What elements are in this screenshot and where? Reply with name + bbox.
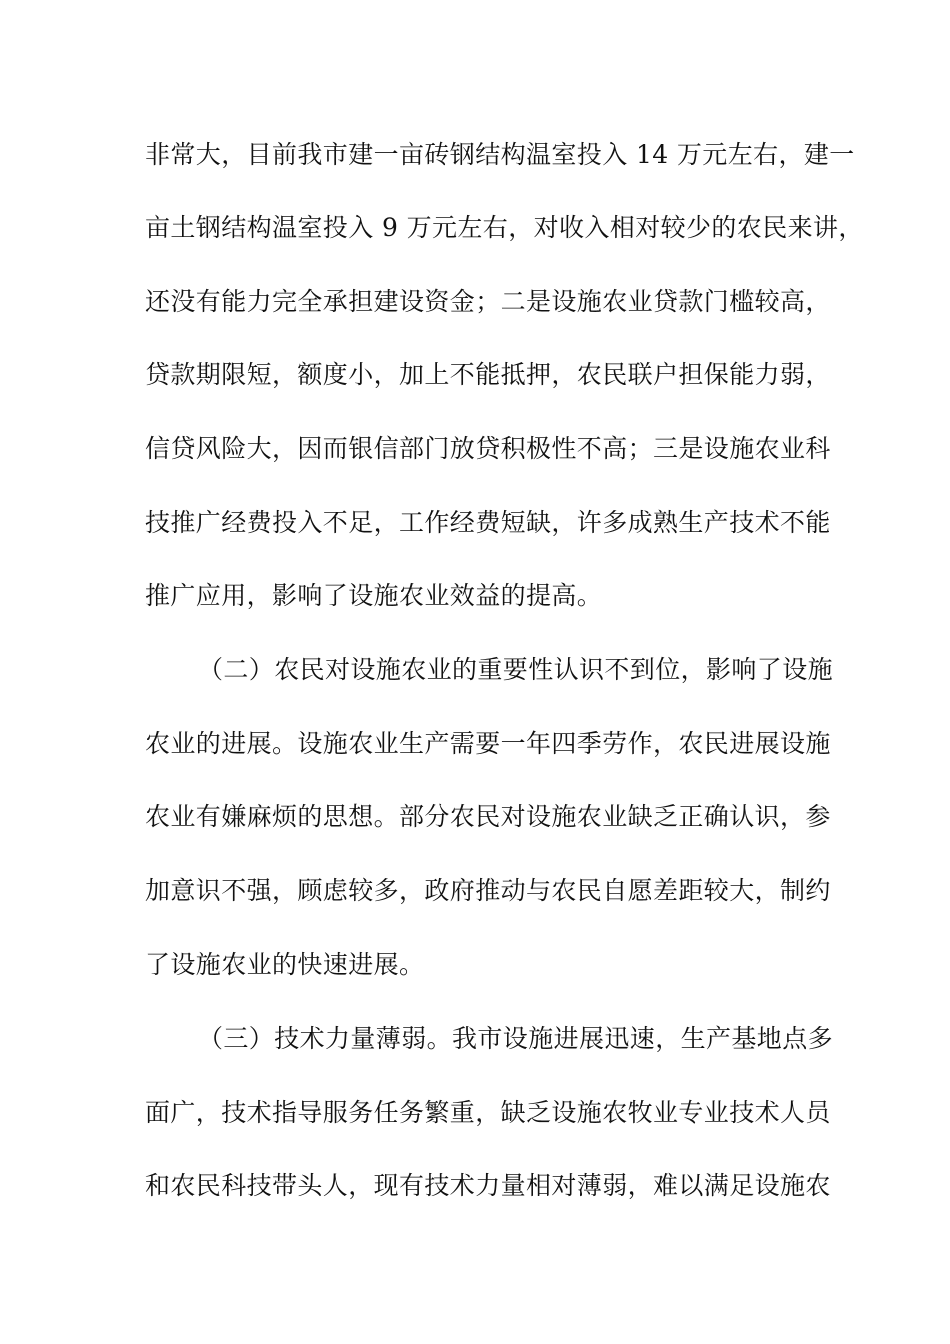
text-line: 亩土钢结构温室投入 9 万元左右，对收入相对较少的农民来讲， — [145, 213, 864, 242]
text-line: 农业有嫌麻烦的思想。部分农民对设施农业缺乏正确认识，参 — [145, 802, 831, 831]
text-line: 非常大，目前我市建一亩砖钢结构温室投入 14 万元左右，建一 — [145, 140, 855, 169]
text-line: 和农民科技带头人，现有技术力量相对薄弱，难以满足设施农 — [145, 1171, 831, 1200]
text-line: 面广，技术指导服务任务繁重，缺乏设施农牧业专业技术人员 — [145, 1098, 831, 1127]
paragraph-heading-line: （三）技术力量薄弱。我市设施进展迅速，生产基地点多 — [198, 1024, 834, 1053]
text-line: 农业的进展。设施农业生产需要一年四季劳作，农民进展设施 — [145, 729, 831, 758]
text-line: 贷款期限短，额度小，加上不能抵押，农民联户担保能力弱， — [145, 360, 831, 389]
text-line: 信贷风险大，因而银信部门放贷积极性不高；三是设施农业科 — [145, 434, 831, 463]
text-line: 推广应用，影响了设施农业效益的提高。 — [145, 581, 603, 610]
text-line: 还没有能力完全承担建设资金；二是设施农业贷款门槛较高， — [145, 287, 831, 316]
paragraph-heading-line: （二）农民对设施农业的重要性认识不到位，影响了设施 — [198, 655, 834, 684]
text-line: 技推广经费投入不足，工作经费短缺，许多成熟生产技术不能 — [145, 508, 831, 537]
text-line: 加意识不强，顾虑较多，政府推动与农民自愿差距较大，制约 — [145, 876, 831, 905]
text-line: 了设施农业的快速进展。 — [145, 950, 425, 979]
